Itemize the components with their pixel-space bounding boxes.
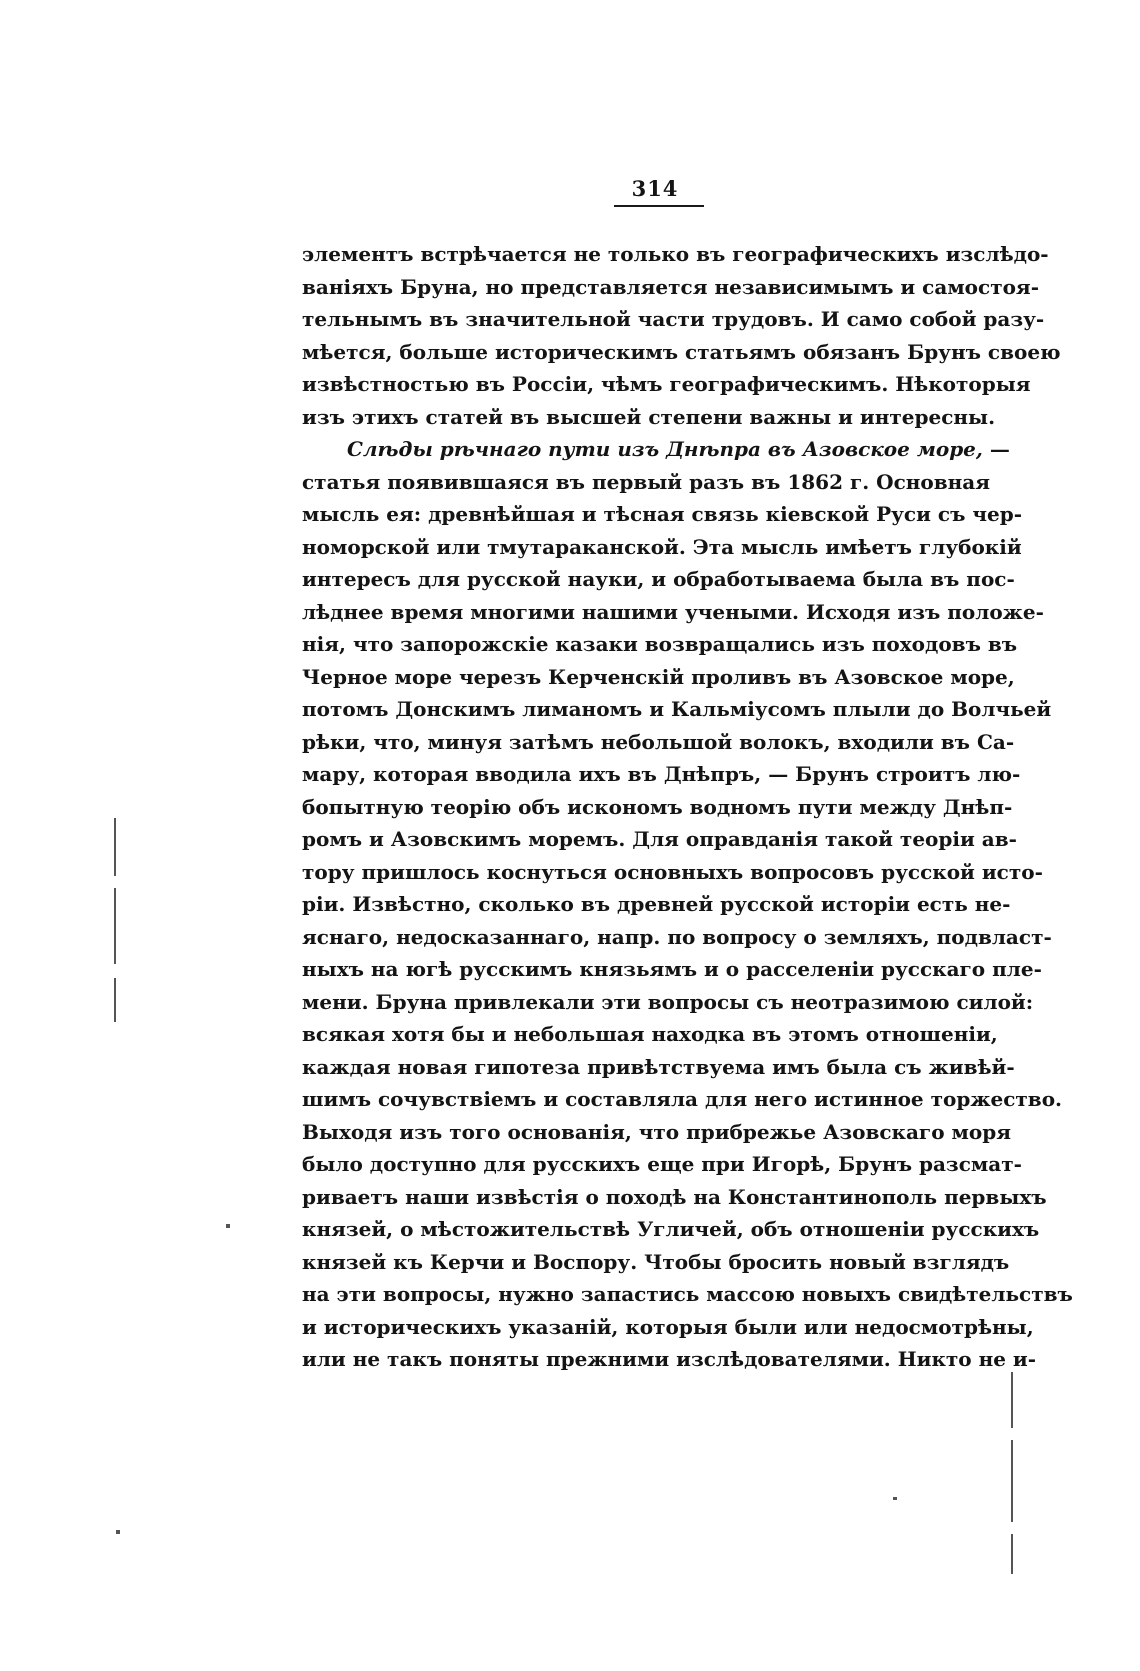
text-line: нія, что запорожскіе казаки возвращались изъ походовъ въ [302,632,1018,656]
article-title: Слѣды рѣчнаго пути изъ Днѣпра въ Азовское море, [347,437,983,461]
text-line: интересъ для русской науки, и обработываема была въ пос- [302,567,1015,591]
text-line: мысль ея: древнѣйшая и тѣсная связь кіевской Руси съ чер- [302,502,1023,526]
text-line: изъ этихъ статей въ высшей степени важны и интересны. [302,404,996,429]
text-line: было доступно для русскихъ еще при Игорѣ, Брунъ разсмат- [302,1152,1022,1176]
text-line: всякая хотя бы и небольшая находка въ этомъ отношеніи, [302,1022,998,1046]
text-line: извѣстностью въ Россіи, чѣмъ географическимъ. Нѣкоторыя [302,372,1031,396]
text-line: мени. Бруна привлекали эти вопросы съ неотразимою силой: [302,989,1034,1014]
text-line: тору пришлось коснуться основныхъ вопросовъ русской исто- [302,859,1043,884]
scan-mark-left [114,888,116,964]
scan-mark-left [114,978,116,1022]
text-line: рѣки, что, минуя затѣмъ небольшой волокъ, входили въ Са- [302,729,1015,754]
body-text [302,238,1073,1376]
scan-mark-dot [116,1530,120,1534]
text-line: лѣднее время многими нашими учеными. Исходя изъ положе- [302,599,1044,624]
text-line: князей, о мѣстожительствѣ Угличей, объ отношеніи русскихъ [302,1217,1040,1241]
text-line: бопытную теорію объ искономъ водномъ пути между Днѣп- [302,794,1013,819]
text-line: Выходя изъ того основанія, что прибрежье Азовскаго моря [302,1119,1011,1144]
text-line: мару, которая вводила ихъ въ Днѣпръ, — Брунъ строитъ лю- [302,762,1021,786]
text-line: и историческихъ указаній, которыя были или недосмотрѣны, [302,1314,1034,1339]
text-line: номорской или тмутараканской. Эта мысль имѣетъ глубокій [302,534,1022,559]
text-line: ваніяхъ Бруна, но представляется независимымъ и самостоя- [302,274,1040,299]
text-line: ныхъ на югѣ русскимъ князьямъ и о расселеніи русскаго пле- [302,957,1042,981]
text-line: ріи. Извѣстно, сколько въ древней русской исторіи есть не- [302,892,1011,916]
scan-mark-dot [226,1224,230,1228]
text-line: мѣется, больше историческимъ статьямъ обязанъ Брунъ своею [302,339,1061,364]
text-line: Черное море черезъ Керченскій проливъ въ Азовское море, [302,664,1015,689]
text-line: статья появившаяся въ первый разъ въ 1862 г. Основная [302,469,990,494]
text-line: риваетъ наши извѣстія о походѣ на Константинополь первыхъ [302,1184,1047,1209]
scan-mark-dot [893,1497,897,1500]
text-line: князей къ Керчи и Воспору. Чтобы бросить новый взглядъ [302,1249,1010,1274]
text-line: шимъ сочувствіемъ и составляла для него истинное торжество. [302,1087,1063,1111]
text-line: потомъ Донскимъ лиманомъ и Кальміусомъ плыли до Волчьей [302,697,1052,721]
text-line: тельнымъ въ значительной части трудовъ. И само собой разу- [302,307,1045,331]
page-number-rule [614,205,704,207]
text-line: каждая новая гипотеза привѣтствуема имъ была съ живѣй- [302,1054,1015,1079]
paragraph-2 [302,433,1073,1376]
text-line: элементъ встрѣчается не только въ географическихъ изслѣдо- [302,242,1049,266]
scan-mark-right [1011,1372,1013,1428]
text-line: на эти вопросы, нужно запастись массою новыхъ свидѣтельствъ [302,1282,1073,1306]
scan-mark-right [1011,1440,1013,1522]
text-line: ромъ и Азовскимъ моремъ. Для оправданія такой теоріи ав- [302,827,1017,851]
title-dash: — [982,437,1010,461]
page-number: 314 [631,176,679,201]
text-line: яснаго, недосказаннаго, напр. по вопросу о земляхъ, подвласт- [302,924,1052,949]
text-line: или не такъ поняты прежними изслѣдователями. Никто не и- [302,1347,1037,1371]
paragraph-1 [302,238,1061,433]
scan-mark-left [114,818,116,876]
scan-mark-right [1011,1534,1013,1574]
article-title-line [302,433,1010,466]
